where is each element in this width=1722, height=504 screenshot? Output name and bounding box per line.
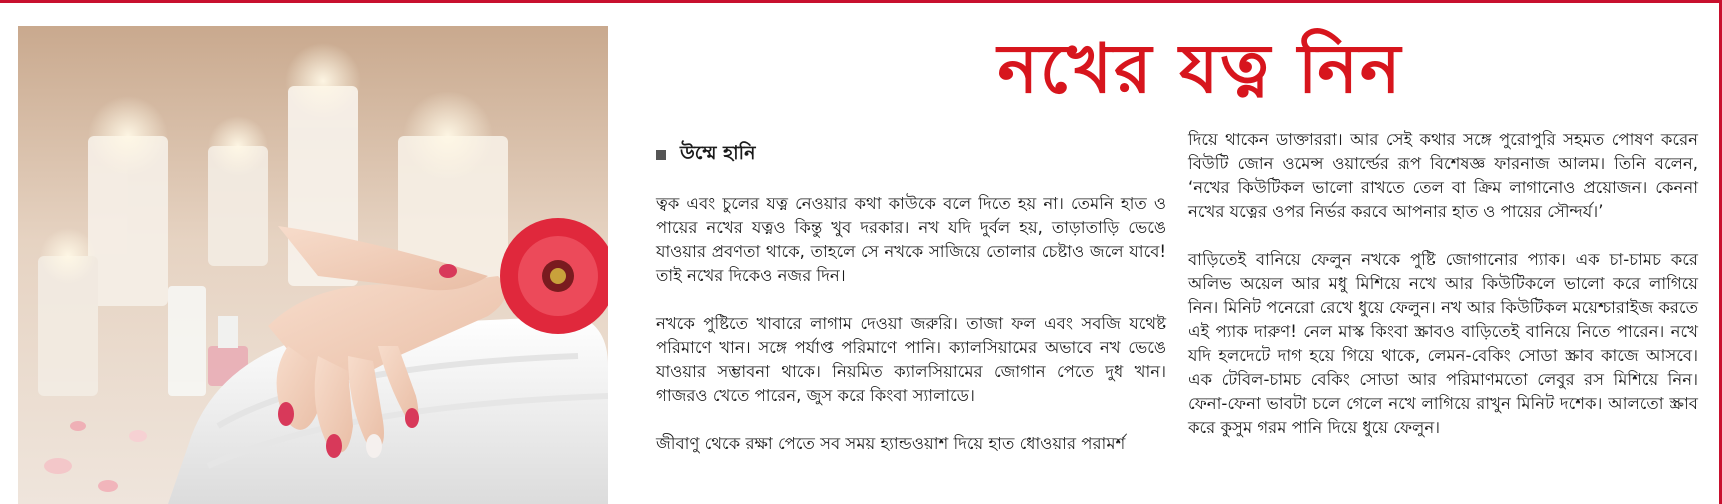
- article-headline: নখের যত্ন নিন: [997, 30, 1403, 109]
- author-byline: [656, 140, 755, 170]
- author-name: উম্মে হানি: [680, 142, 756, 164]
- article-column-2: [1188, 128, 1698, 440]
- manicure-illustration: [18, 26, 608, 504]
- paragraph: ত্বক এবং চুলের যত্ন নেওয়ার কথা কাউকে বলে দিতে হয় না। তেমনি হাত ও পায়ের নখের যত্নও কিন্তু খুব দরকার। নখ যদি দুর্বল হয়, তাড়াতাড়ি ভেঙে যাওয়ার প্রবণতা থাকে, তাহলে সে নখকে সাজিয়ে তোলার চেষ্টাও জলে যাবে! তাই নখের দিকেও নজর দিন।: [656, 194, 1166, 285]
- paragraph: নখকে পুষ্টিতে খাবারে লাগাম দেওয়া জরুরি। তাজা ফল এবং সবজি যথেষ্ট পরিমাণে খান। সঙ্গে পর্যাপ্ত পরিমাণে পানি। ক্যালসিয়ামের অভাবে নখ ভেঙে যাওয়ার সম্ভাবনা থাকে। নিয়মিত ক্যালসিয়ামের জোগান পেতে দুধ খান। গাজরও খেতে পারেন, জুস করে কিংবা স্যালাডে।: [656, 314, 1166, 405]
- top-border-rule: [0, 0, 1722, 3]
- paragraph: বাড়িতেই বানিয়ে ফেলুন নখকে পুষ্টি জোগানোর প্যাক। এক চা-চামচ করে অলিভ অয়েল আর মধু মিশিয়ে নখে আর কিউটিকলে ভালো করে লাগিয়ে নিন। মিনিট পনেরো রেখে ধুয়ে ফেলুন। নখ আর কিউটিকল ময়েশ্চারাইজ করতে এই প্যাক দারুণ! নেল মাস্ক কিংবা স্ক্রাবও বাড়িতেই বানিয়ে নিতে পারেন। নখে যদি হলদেটে দাগ হয়ে গিয়ে থাকে, লেমন-বেকিং সোডা স্ক্রাব কাজে আসবে। এক টেবিল-চামচ বেকিং সোডা আর পরিমাণমতো লেবুর রস মিশিয়ে নিন। ফেনা-ফেনা ভাবটা চলে গেলে নখে লাগিয়ে রাখুন মিনিট দশেক। আলতো স্ক্রাব করে কুসুম গরম পানি দিয়ে ধুয়ে ফেলুন।: [1188, 250, 1698, 437]
- byline-square-icon: [656, 150, 666, 160]
- paragraph: জীবাণু থেকে রক্ষা পেতে সব সময় হ্যান্ডওয়াশ দিয়ে হাত ধোওয়ার পরামর্শ: [656, 434, 1126, 453]
- article-photo: [18, 26, 608, 504]
- paragraph: দিয়ে থাকেন ডাক্তাররা। আর সেই কথার সঙ্গে পুরোপুরি সহমত পোষণ করেন বিউটি জোন ওমেন্স ওয়ার্ল্ডের রূপ বিশেষজ্ঞ ফারনাজ আলম। তিনি বলেন, ‘নখের কিউটিকল ভালো রাখতে তেল বা ক্রিম লাগানোও প্রয়োজন। কেননা নখের যত্নের ওপর নির্ভর করবে আপনার হাত ও পায়ের সৌন্দর্য।’: [1188, 130, 1698, 221]
- article-column-1: [656, 192, 1166, 456]
